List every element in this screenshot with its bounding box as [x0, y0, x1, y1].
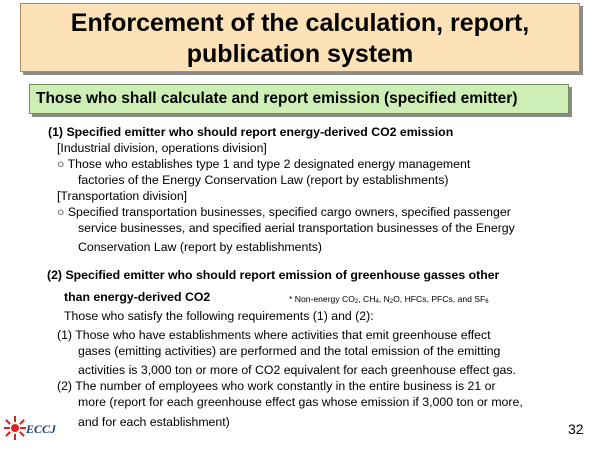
requirement-2-line-2: more (report for each greenhouse effect gas whose emission if 3,000 ton or more,	[78, 395, 523, 409]
page-number: 32	[568, 421, 584, 437]
industrial-item-line-1: ○ Those who establishes type 1 and type 2 designated energy management	[57, 157, 471, 171]
requirements-intro: Those who satisfy the following requirements (1) and (2):	[64, 309, 374, 323]
title-line-2: publication system	[186, 40, 414, 68]
requirement-1-line-1: (1) Those who have establishments where activities that emit greenhouse effect	[57, 328, 491, 342]
industrial-division-label: [Industrial division, operations division]	[57, 141, 267, 155]
eccj-sun-icon	[4, 415, 28, 441]
requirement-2-line-1: (2) The number of employees who work constantly in the entire business is 21 or	[57, 379, 496, 393]
transport-division-label: [Transportation division]	[57, 189, 188, 203]
title-box	[20, 3, 580, 72]
requirement-1-line-3: activities is 3,000 ton or more of CO2 equivalent for each greenhouse effect gas.	[78, 363, 516, 377]
eccj-logo	[4, 415, 74, 441]
eccj-logo-text: ECCJ	[26, 422, 57, 436]
requirement-1-line-2: gases (emitting activities) are performed and the total emission of the emitting	[78, 344, 501, 358]
transport-item-line-3: Conservation Law (report by establishments)	[78, 240, 322, 254]
section1-heading: (1) Specified emitter who should report energy-derived CO2 emission	[48, 125, 454, 139]
title-line-1: Enforcement of the calculation, report,	[70, 9, 530, 37]
requirement-2-line-3: and for each establishment)	[78, 415, 230, 429]
section2-heading-line-2: than energy-derived CO2	[64, 290, 211, 304]
subtitle-box: Those who shall calculate and report emission (specified emitter)	[29, 84, 569, 114]
transport-item-line-1: ○ Specified transportation businesses, specified cargo owners, specified passenger	[57, 205, 511, 219]
gas-footnote: * Non-energy $CO_2$, $CH_4$, $N_2O$, HFCs, PFCs, and $SF_6$	[289, 294, 489, 305]
industrial-item-line-2: factories of the Energy Conservation Law (report by establishments)	[78, 173, 449, 187]
transport-item-line-2: service businesses, and specified aerial transportation businesses of the Energy	[78, 221, 515, 235]
section2-heading-line-1: (2) Specified emitter who should report emission of greenhouse gasses other	[47, 268, 500, 282]
